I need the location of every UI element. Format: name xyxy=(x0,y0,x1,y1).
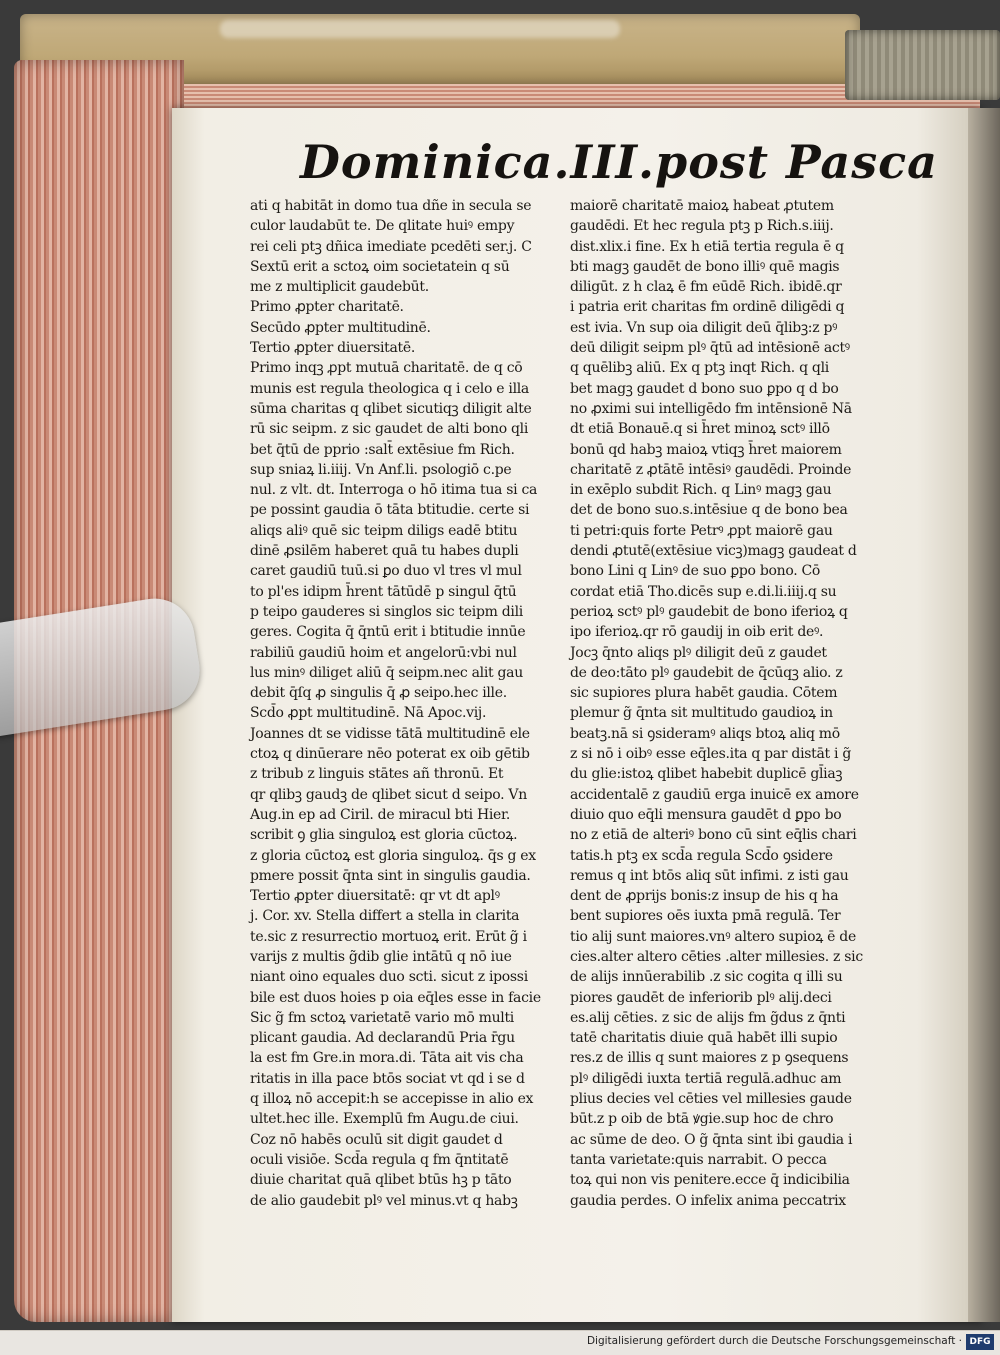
footer-bar xyxy=(0,1330,1000,1355)
book-gutter xyxy=(968,108,1000,1322)
text-line: sup sniaꝝ li.iiij. Vn Anf.li. psologiō c.pe xyxy=(250,461,512,478)
text-line: niant oino equales duo scti. sicut z ipossi xyxy=(250,969,528,986)
text-line: in exēplo subdit Rich. q Linꝰ magꝫ gau xyxy=(570,482,832,499)
text-line: du glie:istoꝝ qlibet habebit duplicē gl̄iaꝫ xyxy=(570,766,843,783)
text-column-left xyxy=(250,196,562,1209)
text-line: ritatis in illa pace btōs sociat vt qd i se d xyxy=(250,1070,525,1087)
text-line: me z multiplicit gaudebūt. xyxy=(250,279,429,296)
text-line: Primo ꝓpter charitatē. xyxy=(250,299,404,316)
text-line: Coz nō habēs oculū sit digit gaudet d xyxy=(250,1131,503,1148)
text-line: charitatē z ꝓtātē intēsiꝰ gaudēdi. Proinde xyxy=(570,461,852,478)
text-line: pe possint gaudia ō tāta btitudie. certe si xyxy=(250,502,530,519)
text-line: cies.alter altero cēties .alter millesies. z sic xyxy=(570,948,863,965)
text-line: aliqs aliꝰ quē sic teipm diligs eadē btitu xyxy=(250,522,518,539)
text-line: gaudia perdes. O infelix anima peccatrix xyxy=(570,1192,846,1209)
funding-notice: Digitalisierung gefördert durch die Deutsche Forschungsgemeinschaft · xyxy=(586,1335,962,1347)
text-line: det de bono suo.s.intēsiue q de bono bea xyxy=(570,502,848,519)
text-line: culor laudabūt te. De qlitate huiꝰ empy xyxy=(250,218,515,235)
text-line: piores gaudēt de inferiorib plꝰ alij.deci xyxy=(570,989,832,1006)
text-line: to pl'es idipm h̄rent tātūdē p singul q̄tū xyxy=(250,583,517,600)
text-line: pmere possit q̄nta sint in singulis gaudia. xyxy=(250,867,531,884)
text-line: z si nō i oibꝰ esse eq̄les.ita q par distāt i g̃ xyxy=(570,746,851,763)
text-line: ac sūme de deo. O g̃ q̄nta sint ibi gaudia i xyxy=(570,1131,853,1148)
text-column-right xyxy=(570,196,880,1209)
text-line: de alijs innūerabilib .z sic cogita q illi su xyxy=(570,969,843,986)
text-line: plemur g̃ q̄nta sit multitudo gaudioꝝ in xyxy=(570,705,833,722)
text-line: bet magꝫ gaudet d bono suo ꝑpo q d bo xyxy=(570,380,839,397)
text-line: ipo iferioꝝ.qr rō gaudij in oib erit deꝰ. xyxy=(570,624,824,641)
text-line: nul. z vlt. dt. Interroga o hō itima tua si ca xyxy=(250,482,538,499)
text-line: oculi visiōe. Scd̄a regula q fm q̄ntitatē xyxy=(250,1151,509,1168)
text-line: sūma charitas q qlibet sicutiqꝫ diligit alte xyxy=(250,400,532,417)
text-line: sic supiores plura habēt gaudia. Cōtem xyxy=(570,685,838,702)
text-line: j. Cor. xv. Stella differt a stella in clarita xyxy=(250,908,520,925)
text-line: lus minꝰ diliget aliū q̄ seipm.nec alit gau xyxy=(250,664,523,681)
text-line: dinē ꝓsilēm haberet quā tu habes dupli xyxy=(250,543,519,560)
text-line: rabiliū gaudiū hoim et angelorū:vbi nul xyxy=(250,644,517,661)
text-line: munis est regula theologica q i celo e illa xyxy=(250,380,529,397)
text-line: bono Lini q Linꝰ de suo ꝑpo bono. Cō xyxy=(570,563,821,580)
text-line: Aug.in ep ad Ciril. de miracul bti Hier. xyxy=(250,806,511,823)
text-line: Sextū erit a sctoꝝ oim societatein q sū xyxy=(250,258,510,275)
text-line: ultet.hec ille. Exemplū fm Augu.de ciui. xyxy=(250,1111,519,1128)
text-line: geres. Cogita q̄ q̄ntū erit i btitudie innūe xyxy=(250,624,526,641)
text-line: z gloria cūctoꝝ est gloria singuloꝝ. q̄s g ex xyxy=(250,847,536,864)
text-line: dist.xlix.i fine. Ex h etiā tertia regula ē q xyxy=(570,238,844,255)
text-line: p teipo gauderes si singlos sic teipm dili xyxy=(250,603,523,620)
text-line: rei celi ptꝫ dñica imediate pcedēti ser.j. C xyxy=(250,238,532,255)
text-line: bent supiores oēs iuxta pmā regulā. Ter xyxy=(570,908,841,925)
text-line: q illoꝝ nō accepit:h se accepisse in alio ex xyxy=(250,1091,534,1108)
text-line: Primo inqꝫ ꝓpt mutuā charitatē. de q cō xyxy=(250,360,523,377)
text-line: i patria erit charitas fm ordinē diligēdi q xyxy=(570,299,845,316)
text-line: debit q̄ſq ꝓ singulis q̄ ꝓ seipo.hec ille. xyxy=(250,685,507,702)
text-line: Jocꝫ q̄nto aliqs plꝰ diligit deū z gaudet xyxy=(570,644,827,661)
text-line: ti petri:quis forte Petrꝰ ꝓpt maiorē gau xyxy=(570,522,833,539)
text-line: tio alij sunt maiores.vnꝰ altero supioꝝ ē de xyxy=(570,928,856,945)
text-line: toꝝ qui non vis penitere.ecce q̄ indicibilia xyxy=(570,1172,850,1189)
text-line: tatis.h ptꝫ ex scd̄a regula Scd̄o ꝯsidere xyxy=(570,847,833,864)
text-line: est ivia. Vn sup oia diligit deū q̄libꝫ:z pꝰ xyxy=(570,319,838,336)
text-line: Sic g̃ fm sctoꝝ varietatē vario mō multi xyxy=(250,1009,514,1026)
text-line: bonū qd habꝫ maioꝝ vtiqꝫ h̄ret maiorem xyxy=(570,441,842,458)
text-line: bet q̄tū de pprio :salt̄ extēsiue fm Rich. xyxy=(250,441,515,458)
text-line: dendi ꝓtutē(extēsiue vicꝫ)magꝫ gaudeat d xyxy=(570,543,857,560)
text-line: accidentalē z gaudiū erga inuicē ex amore xyxy=(570,786,859,803)
text-line: la est fm Gre.in mora.di. Tāta ait vis cha xyxy=(250,1050,524,1067)
text-line: deū diligit seipm plꝰ q̄tū ad intēsionē actꝰ xyxy=(570,340,850,357)
page-title: Dominica.III.post Pasca xyxy=(300,135,938,189)
text-line: būt.z p oib de btā ꝟgie.sup hoc de chro xyxy=(570,1111,834,1128)
text-line: perioꝝ sctꝰ plꝰ gaudebit de bono iferioꝝ q xyxy=(570,603,848,620)
text-line: diligūt. z h claꝝ ē fm eūdē Rich. ibidē.qr xyxy=(570,279,842,296)
text-line: de alio gaudebit plꝰ vel minus.vt q habꝫ xyxy=(250,1192,518,1209)
text-line: rū sic seipm. z sic gaudet de alti bono qli xyxy=(250,421,529,438)
text-line: diuio quo eq̄li mensura gaudēt d ꝑpo bo xyxy=(570,806,842,823)
text-line: bile est duos hoies p oia eq̄les esse in facie xyxy=(250,989,541,1006)
text-line: dent de ꝓprijs bonis:z insup de his q ha xyxy=(570,888,839,905)
text-line: res.z de illis q sunt maiores z p ꝯsequens xyxy=(570,1050,849,1067)
text-line: cordat etiā Tho.dicēs sup e.di.li.iiij.q su xyxy=(570,583,837,600)
text-line: ctoꝝ q dinūerare nēo poterat ex oib gētib xyxy=(250,746,530,763)
text-line: scribit ꝯ glia singuloꝝ est gloria cūctoꝝ. xyxy=(250,827,518,844)
text-line: plicant gaudia. Ad declarandū Pria r̄gu xyxy=(250,1030,515,1047)
text-line: no ꝓximi sui intelligēdo fm intēnsionē Nā xyxy=(570,400,852,417)
text-line: no z etiā de alteriꝰ bono cū sint eq̄lis chari xyxy=(570,827,857,844)
text-line: maiorē charitatē maioꝝ habeat ꝓtutem xyxy=(570,198,834,214)
text-line: Joannes dt se vidisse tātā multitudinē ele xyxy=(250,725,530,742)
text-line: z tribub z linguis stātes añ thronū. Et xyxy=(250,766,504,783)
text-line: ati q habitāt in domo tua dñe in secula se xyxy=(250,198,532,214)
text-line: es.alij cēties. z sic de alijs fm g̃dus z q̄nti xyxy=(570,1009,846,1026)
text-line: beatꝫ.nā si ꝯsideramꝰ aliqs btoꝝ aliq mō xyxy=(570,725,840,742)
text-line: bti magꝫ gaudēt de bono illiꝰ quē magis xyxy=(570,258,840,275)
text-line: qr qlibꝫ gaudꝫ de qlibet sicut d seipo. Vn xyxy=(250,786,527,803)
text-line: Tertio ꝓpter diuersitatē: qr vt dt aplꝰ xyxy=(250,888,500,905)
text-line: remus q int btōs aliq sūt infimi. z isti gau xyxy=(570,867,849,884)
text-line: plꝰ diligēdi iuxta tertiā regulā.adhuc am xyxy=(570,1070,842,1087)
text-line: caret gaudiū tuū.si ꝑo duo vl tres vl mul xyxy=(250,563,522,580)
text-line: diuie charitat quā qlibet btūs hꝫ p tāto xyxy=(250,1172,512,1189)
book-clasp xyxy=(845,30,1000,100)
text-line: tatē charitatis diuie quā habēt illi supio xyxy=(570,1030,838,1047)
text-line: te.sic z resurrectio mortuoꝝ erit. Erūt g̃ i xyxy=(250,928,527,945)
text-line: dt etiā Bonauē.q si h̄ret minoꝝ sctꝰ illō xyxy=(570,421,830,438)
text-line: gaudēdi. Et hec regula ptꝫ p Rich.s.iiij. xyxy=(570,218,834,235)
dfg-logo: DFG xyxy=(966,1334,994,1350)
text-line: Scd̄o ꝓpt multitudinē. Nā Apoc.vij. xyxy=(250,705,487,722)
text-line: varijs z multis g̃dib glie intātū q nō iue xyxy=(250,948,512,965)
text-line: plius decies vel cēties vel millesies gaude xyxy=(570,1091,852,1108)
text-line: q quēlibꝫ aliū. Ex q ptꝫ inqt Rich. q qli xyxy=(570,360,829,377)
text-line: Tertio ꝓpter diuersitatē. xyxy=(250,340,415,357)
text-line: Secūdo ꝓpter multitudinē. xyxy=(250,319,431,336)
text-line: tanta varietate:quis narrabit. O pecca xyxy=(570,1151,827,1168)
text-line: de deo:tāto plꝰ gaudebit de q̄cūqꝫ alio. z xyxy=(570,664,843,681)
